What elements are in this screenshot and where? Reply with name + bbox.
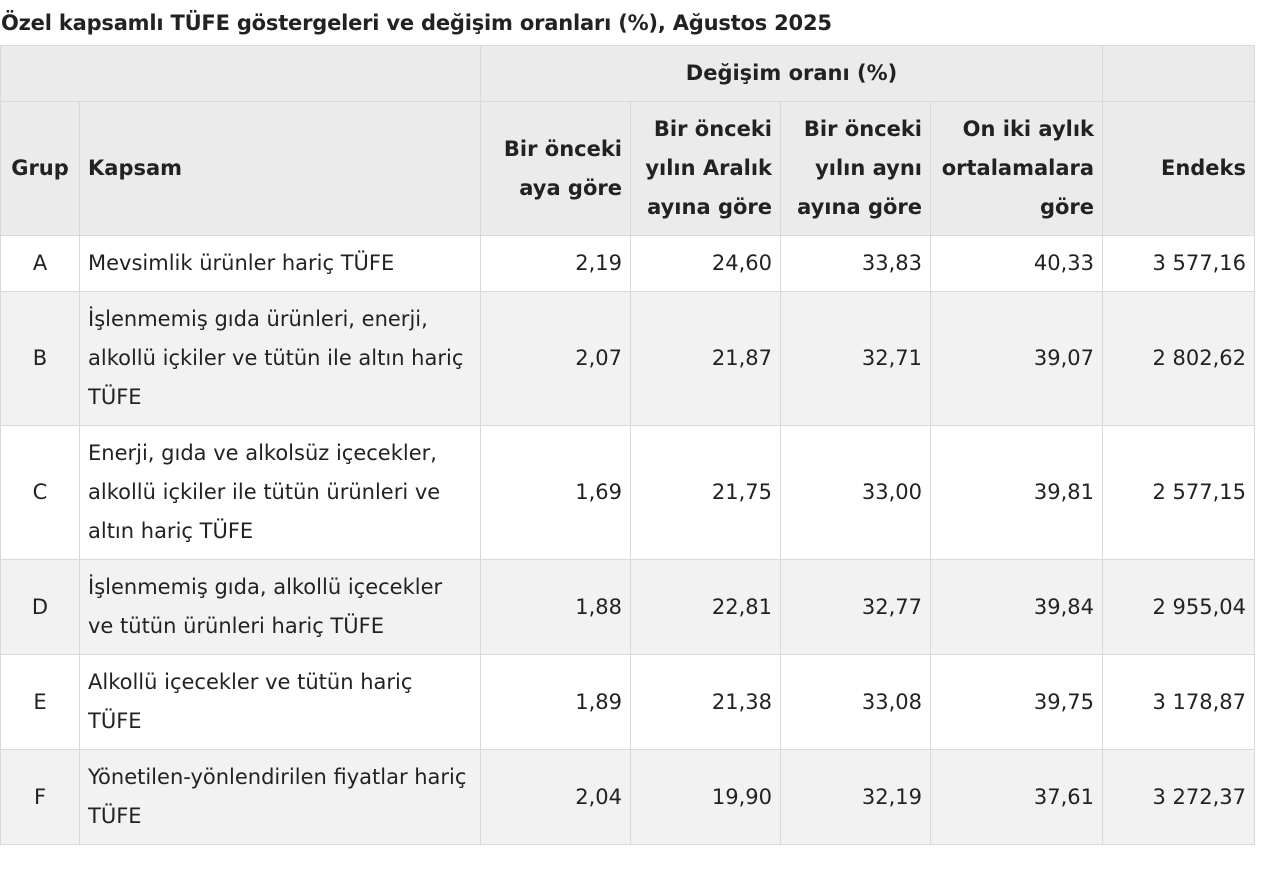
cell-12m-avg: 39,75 bbox=[931, 655, 1103, 750]
cell-monthly: 1,88 bbox=[481, 560, 631, 655]
header-row-top bbox=[1, 46, 1255, 102]
header-monthly: Bir önceki aya göre bbox=[481, 102, 631, 236]
header-ytd: Bir önceki yılın Aralık ayına göre bbox=[631, 102, 781, 236]
cell-endeks: 3 272,37 bbox=[1103, 750, 1255, 845]
header-endeks: Endeks bbox=[1103, 102, 1255, 236]
cell-ytd: 24,60 bbox=[631, 236, 781, 292]
cell-12m-avg: 39,07 bbox=[931, 292, 1103, 426]
cell-yoy: 32,71 bbox=[781, 292, 931, 426]
cell-yoy: 32,77 bbox=[781, 560, 931, 655]
cell-12m-avg: 39,81 bbox=[931, 426, 1103, 560]
cpi-table bbox=[0, 45, 1255, 845]
cell-ytd: 22,81 bbox=[631, 560, 781, 655]
cell-ytd: 21,87 bbox=[631, 292, 781, 426]
cell-yoy: 33,08 bbox=[781, 655, 931, 750]
cell-endeks: 2 955,04 bbox=[1103, 560, 1255, 655]
cell-grup: E bbox=[1, 655, 80, 750]
cell-kapsam: İşlenmemiş gıda, alkollü içecekler ve tütün ürünleri hariç TÜFE bbox=[80, 560, 481, 655]
table-row bbox=[1, 236, 1255, 292]
cell-yoy: 33,00 bbox=[781, 426, 931, 560]
cell-monthly: 1,69 bbox=[481, 426, 631, 560]
cell-grup: A bbox=[1, 236, 80, 292]
cell-12m-avg: 40,33 bbox=[931, 236, 1103, 292]
cell-kapsam: İşlenmemiş gıda ürünleri, enerji, alkollü içkiler ve tütün ile altın hariç TÜFE bbox=[80, 292, 481, 426]
cell-kapsam: Mevsimlik ürünler hariç TÜFE bbox=[80, 236, 481, 292]
cell-grup: B bbox=[1, 292, 80, 426]
header-change-rate: Değişim oranı (%) bbox=[481, 46, 1103, 102]
cell-monthly: 2,07 bbox=[481, 292, 631, 426]
header-grup: Grup bbox=[1, 102, 80, 236]
cell-yoy: 32,19 bbox=[781, 750, 931, 845]
cell-kapsam: Alkollü içecekler ve tütün hariç TÜFE bbox=[80, 655, 481, 750]
cell-monthly: 2,04 bbox=[481, 750, 631, 845]
cell-grup: C bbox=[1, 426, 80, 560]
table-row bbox=[1, 292, 1255, 426]
cell-yoy: 33,83 bbox=[781, 236, 931, 292]
cell-monthly: 2,19 bbox=[481, 236, 631, 292]
header-blank-cell-right bbox=[1103, 46, 1255, 102]
table-title: Özel kapsamlı TÜFE göstergeleri ve değişim oranları (%), Ağustos 2025 bbox=[1, 11, 832, 35]
cell-endeks: 2 802,62 bbox=[1103, 292, 1255, 426]
table-row bbox=[1, 426, 1255, 560]
cell-grup: D bbox=[1, 560, 80, 655]
cell-ytd: 21,75 bbox=[631, 426, 781, 560]
header-blank-cell bbox=[1, 46, 481, 102]
cell-grup: F bbox=[1, 750, 80, 845]
cell-kapsam: Yönetilen-yönlendirilen fiyatlar hariç TÜFE bbox=[80, 750, 481, 845]
header-12m-avg: On iki aylık ortalamalara göre bbox=[931, 102, 1103, 236]
header-row-sub bbox=[1, 102, 1255, 236]
header-yoy: Bir önceki yılın aynı ayına göre bbox=[781, 102, 931, 236]
cell-ytd: 19,90 bbox=[631, 750, 781, 845]
cell-ytd: 21,38 bbox=[631, 655, 781, 750]
cell-endeks: 3 577,16 bbox=[1103, 236, 1255, 292]
table-row bbox=[1, 750, 1255, 845]
cell-endeks: 2 577,15 bbox=[1103, 426, 1255, 560]
table-row bbox=[1, 655, 1255, 750]
cell-endeks: 3 178,87 bbox=[1103, 655, 1255, 750]
cell-12m-avg: 37,61 bbox=[931, 750, 1103, 845]
header-kapsam: Kapsam bbox=[80, 102, 481, 236]
cell-monthly: 1,89 bbox=[481, 655, 631, 750]
table-row bbox=[1, 560, 1255, 655]
cell-kapsam: Enerji, gıda ve alkolsüz içecekler, alkollü içkiler ile tütün ürünleri ve altın hariç TÜFE bbox=[80, 426, 481, 560]
cell-12m-avg: 39,84 bbox=[931, 560, 1103, 655]
